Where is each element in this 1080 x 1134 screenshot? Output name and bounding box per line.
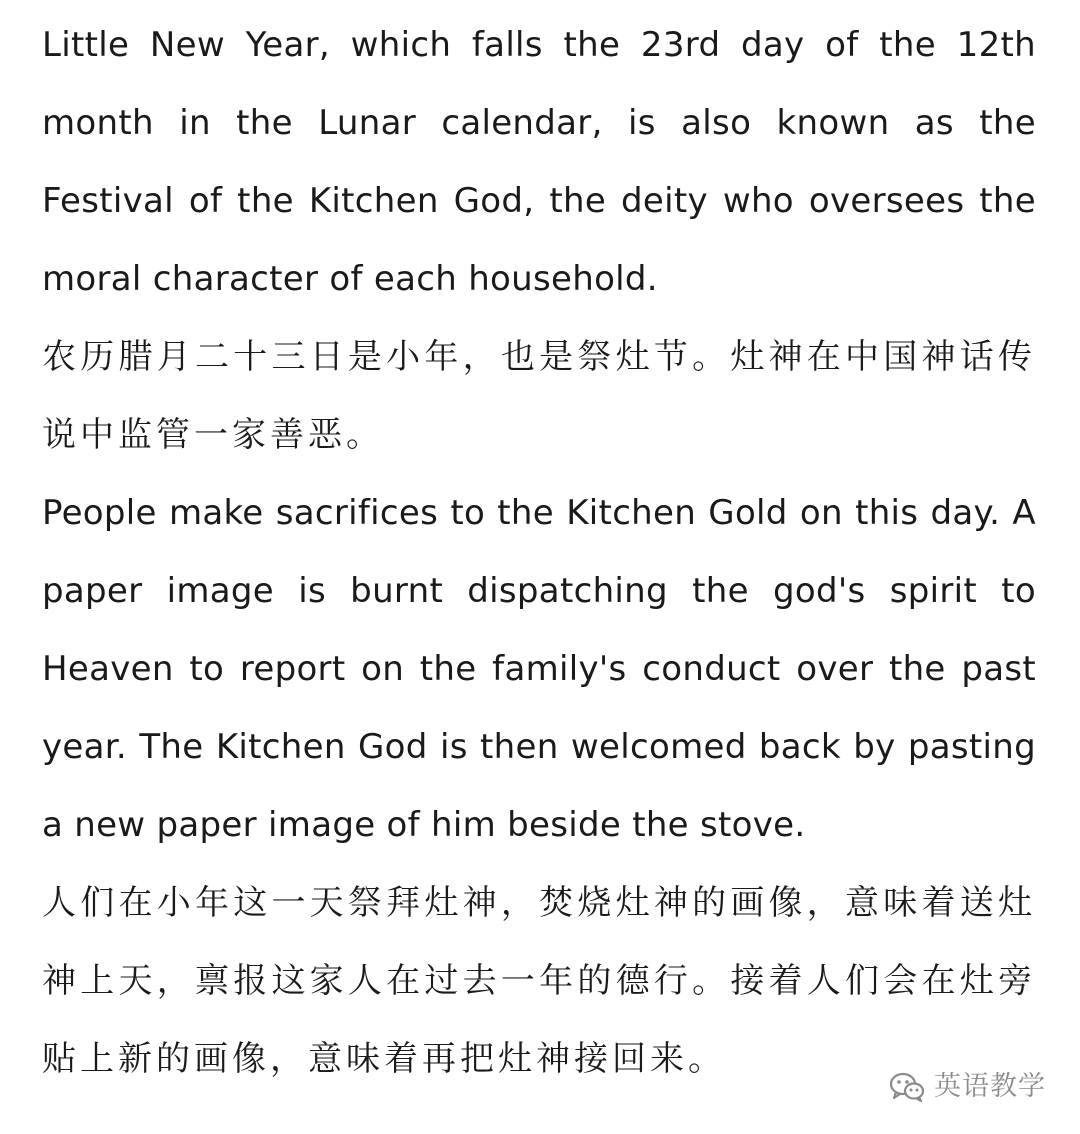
watermark <box>888 1070 1046 1104</box>
paragraph-chinese-2: 人们在小年这一天祭拜灶神，焚烧灶神的画像，意味着送灶神上天，禀报这家人在过去一年的德行。接着人们会在灶旁贴上新的画像，意味着再把灶神接回来。 <box>42 883 1036 1079</box>
watermark-label: 英语教学 <box>934 1071 1046 1102</box>
paragraph-chinese-1: 农历腊月二十三日是小年，也是祭灶节。灶神在中国神话传说中监管一家善恶。 <box>42 337 1036 455</box>
wechat-icon <box>888 1070 926 1104</box>
article-body <box>42 6 1036 1098</box>
paragraph-english-2: People make sacrifices to the Kitchen Gold on this day. A paper image is burnt dispatching the god's spirit to Heaven to report on the family's conduct over the past year. The Kitchen God is then welcomed back by pasting a new paper image of him beside the stove. <box>42 493 1036 845</box>
paragraph-english-1: Little New Year, which falls the 23rd day of the 12th month in the Lunar calendar, is also known as the Festival of the Kitchen God, the deity who oversees the moral character of each household. <box>42 25 1036 299</box>
